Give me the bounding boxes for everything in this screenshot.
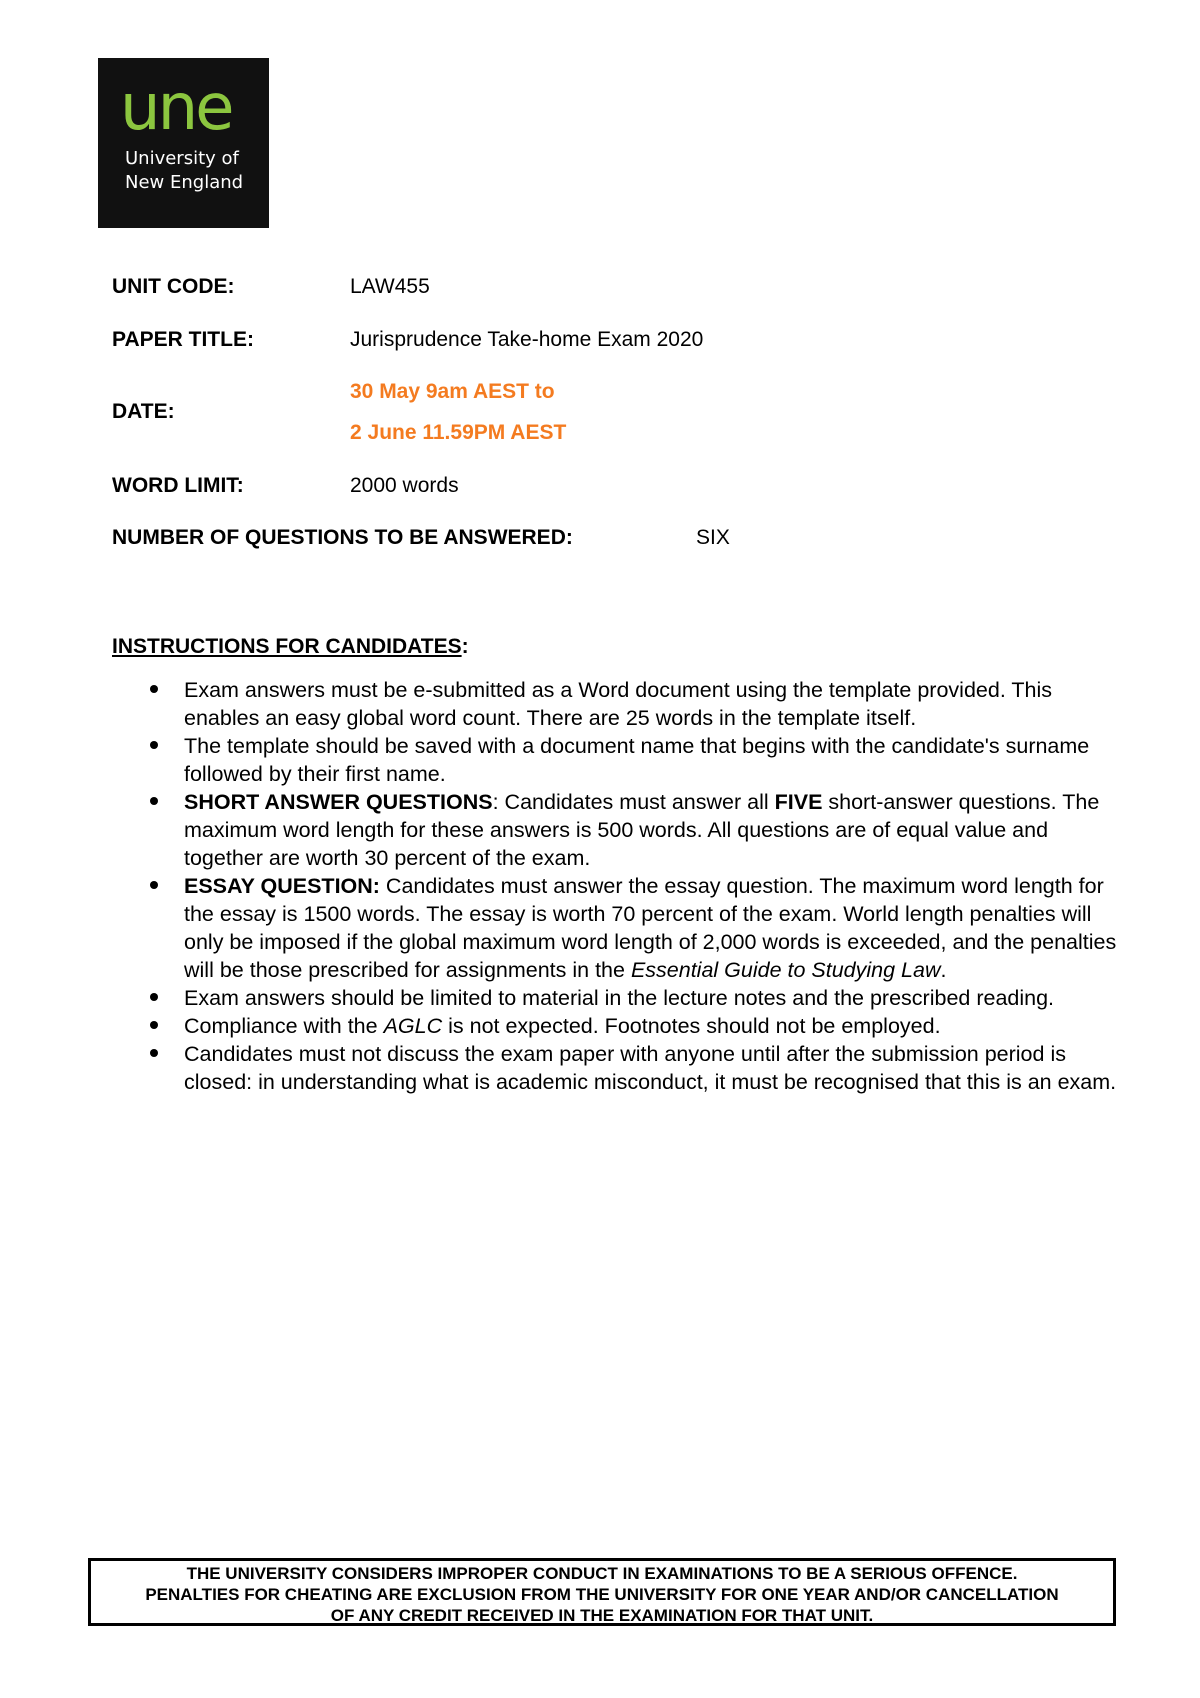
num-questions-label: NUMBER OF QUESTIONS TO BE ANSWERED: (112, 526, 573, 549)
instruction-text: : Candidates must answer all (492, 790, 775, 814)
date-label: DATE: (112, 400, 175, 423)
instruction-item (0, 732, 1120, 788)
instruction-text: short-answer questions. The maximum word length for these answers is 500 words. All questions are of equal value and together are worth 30 percent of the exam. (184, 790, 1100, 870)
warning-line-3: OF ANY CREDIT RECEIVED IN THE EXAMINATION FOR THAT UNIT. (330, 1606, 874, 1625)
bullet-icon (150, 1021, 158, 1029)
paper-title-value: Jurisprudence Take-home Exam 2020 (350, 328, 704, 351)
instruction-text: . (940, 958, 947, 982)
instructions-heading (112, 635, 469, 659)
instruction-italic-text: Essential Guide to Studying Law (630, 958, 941, 982)
bullet-icon (150, 797, 158, 805)
bullet-icon (150, 993, 158, 1001)
instructions-list (0, 676, 1120, 1096)
unit-code-value: LAW455 (350, 275, 430, 298)
instruction-text: is not expected. Footnotes should not be employed. (442, 1014, 941, 1038)
instruction-text: Exam answers should be limited to material in the lecture notes and the prescribed reading. (184, 986, 1055, 1010)
logo-line-2: New England (125, 172, 244, 193)
date-line-2: 2 June 11.59PM AEST (350, 421, 567, 444)
warning-line-1: THE UNIVERSITY CONSIDERS IMPROPER CONDUCT IN EXAMINATIONS TO BE A SERIOUS OFFENCE. (186, 1564, 1018, 1583)
instruction-item (0, 676, 1120, 732)
logo-line-1: University of (125, 148, 239, 169)
instruction-bold-text: SHORT ANSWER QUESTIONS (184, 790, 493, 814)
instruction-bold-text: ESSAY QUESTION: (184, 874, 380, 898)
instruction-text: Candidates must answer the essay question. The maximum word length for the essay is 1500 words. The essay is worth 70 percent of the exam. World length penalties will only be imposed if the global maximum word length of 2,000 words is exceeded, and the penalties will be those prescribed for assignments in the (184, 874, 1117, 982)
unit-code-label: UNIT CODE: (112, 275, 235, 298)
bullet-icon (150, 881, 158, 889)
bullet-icon (150, 741, 158, 749)
instruction-text: Candidates must not discuss the exam paper with anyone until after the submission period is closed: in understanding what is academic misconduct, it must be recognised that this is an exam. (184, 1042, 1117, 1094)
word-limit-value: 2000 words (350, 474, 459, 497)
instructions-heading-colon: : (461, 635, 469, 658)
instruction-item (0, 1012, 1120, 1040)
instruction-item (0, 872, 1120, 984)
une-logo (98, 58, 269, 228)
instruction-italic-text: AGLC (383, 1014, 443, 1038)
instruction-text: Exam answers must be e-submitted as a Word document using the template provided. This enables an easy global word count. There are 25 words in the template itself. (184, 678, 1052, 730)
paper-title-label: PAPER TITLE: (112, 328, 254, 351)
bullet-icon (150, 1049, 158, 1057)
instruction-item (0, 788, 1120, 872)
num-questions-value: SIX (696, 526, 730, 549)
bullet-icon (150, 685, 158, 693)
instruction-text: Compliance with the (184, 1014, 384, 1038)
warning-line-2: PENALTIES FOR CHEATING ARE EXCLUSION FROM THE UNIVERSITY FOR ONE YEAR AND/OR CANCELLATION (145, 1585, 1059, 1604)
instruction-bold-text: FIVE (774, 790, 823, 814)
word-limit-label: WORD LIMIT: (112, 474, 244, 497)
logo-university-name (125, 147, 243, 195)
misconduct-warning-box (88, 1558, 1116, 1626)
instructions-heading-text: INSTRUCTIONS FOR CANDIDATES (112, 635, 462, 658)
logo-mark: une (120, 71, 232, 145)
date-line-1: 30 May 9am AEST to (350, 380, 555, 403)
instruction-item (0, 984, 1120, 1012)
instruction-text: The template should be saved with a document name that begins with the candidate's surname followed by their first name. (184, 734, 1090, 786)
instruction-item (0, 1040, 1120, 1096)
